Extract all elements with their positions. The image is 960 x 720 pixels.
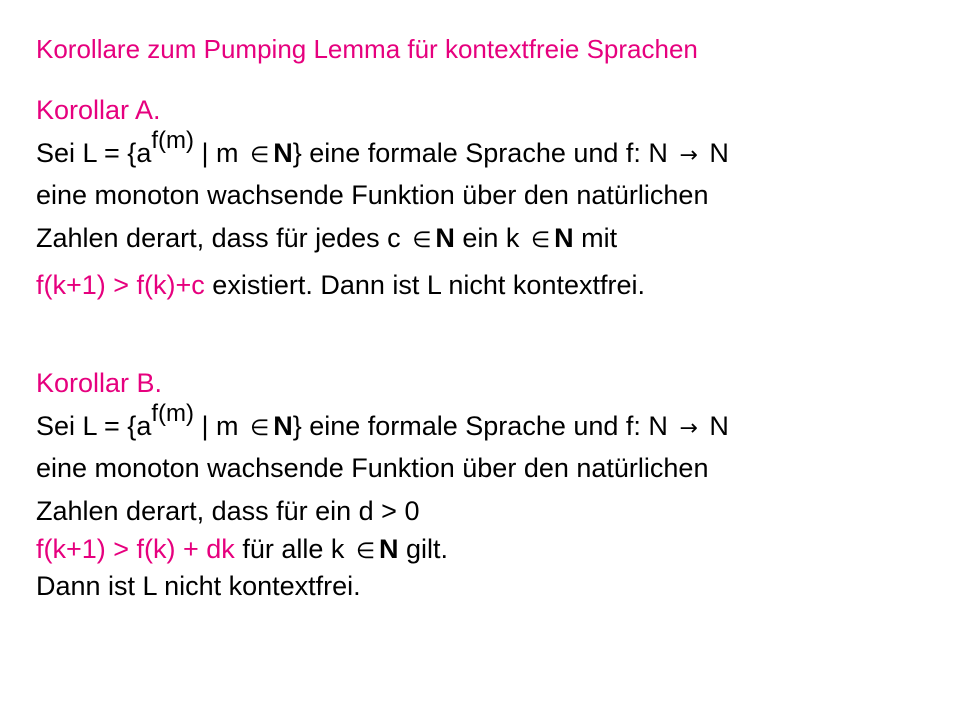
element-of-symbol: ∈ [530,228,551,253]
text: gilt. [398,534,449,564]
inequality: f(k+1) > f(k)+c [36,270,205,300]
corollary-a-heading: Korollar A. [36,95,161,125]
arrow-symbol: → [679,416,698,441]
element-of-symbol: ∈ [250,143,270,168]
natural-numbers: N [273,138,293,168]
corollary-b-line2: eine monoton wachsende Funktion über den natürlichen [36,453,709,483]
arrow-symbol: → [679,143,698,168]
corollary-b-line4 [36,534,448,565]
text: Sei L = {a [36,138,152,168]
text: Zahlen derart, dass für jedes c [36,223,409,253]
text: } eine formale Sprache und f: N [292,411,676,441]
text: für alle k [234,534,352,564]
natural-numbers: N [554,223,574,253]
element-of-symbol: ∈ [412,228,432,253]
corollary-b-heading: Korollar B. [36,368,163,398]
element-of-symbol: ∈ [355,539,376,564]
text: mit [573,223,618,253]
text: N [701,138,729,168]
natural-numbers: N [379,534,399,564]
element-of-symbol: ∈ [250,416,270,441]
text: ein k [454,223,527,253]
corollary-a-line1 [36,127,729,169]
text: } eine formale Sprache und f: N [292,138,676,168]
corollary-b-line5: Dann ist L nicht kontextfrei. [36,571,361,601]
corollary-a-line2: eine monoton wachsende Funktion über den natürlichen [36,180,709,210]
text: N [701,411,729,441]
text: existiert. Dann ist L nicht kontextfrei. [204,270,645,300]
slide-title: Korollare zum Pumping Lemma für kontextfreie Sprachen [36,34,698,64]
exponent: f(m) [151,127,194,154]
natural-numbers: N [273,411,293,441]
exponent: f(m) [151,400,194,427]
natural-numbers: N [435,223,455,253]
text: Sei L = {a [36,411,152,441]
corollary-a-line4 [36,270,645,301]
corollary-b-line3: Zahlen derart, dass für ein d > 0 [36,496,420,526]
text: | m [194,138,247,168]
inequality: f(k+1) > f(k) + dk [36,534,235,564]
corollary-b-line1 [36,400,729,442]
corollary-a-line3 [36,223,617,254]
text: | m [194,411,247,441]
